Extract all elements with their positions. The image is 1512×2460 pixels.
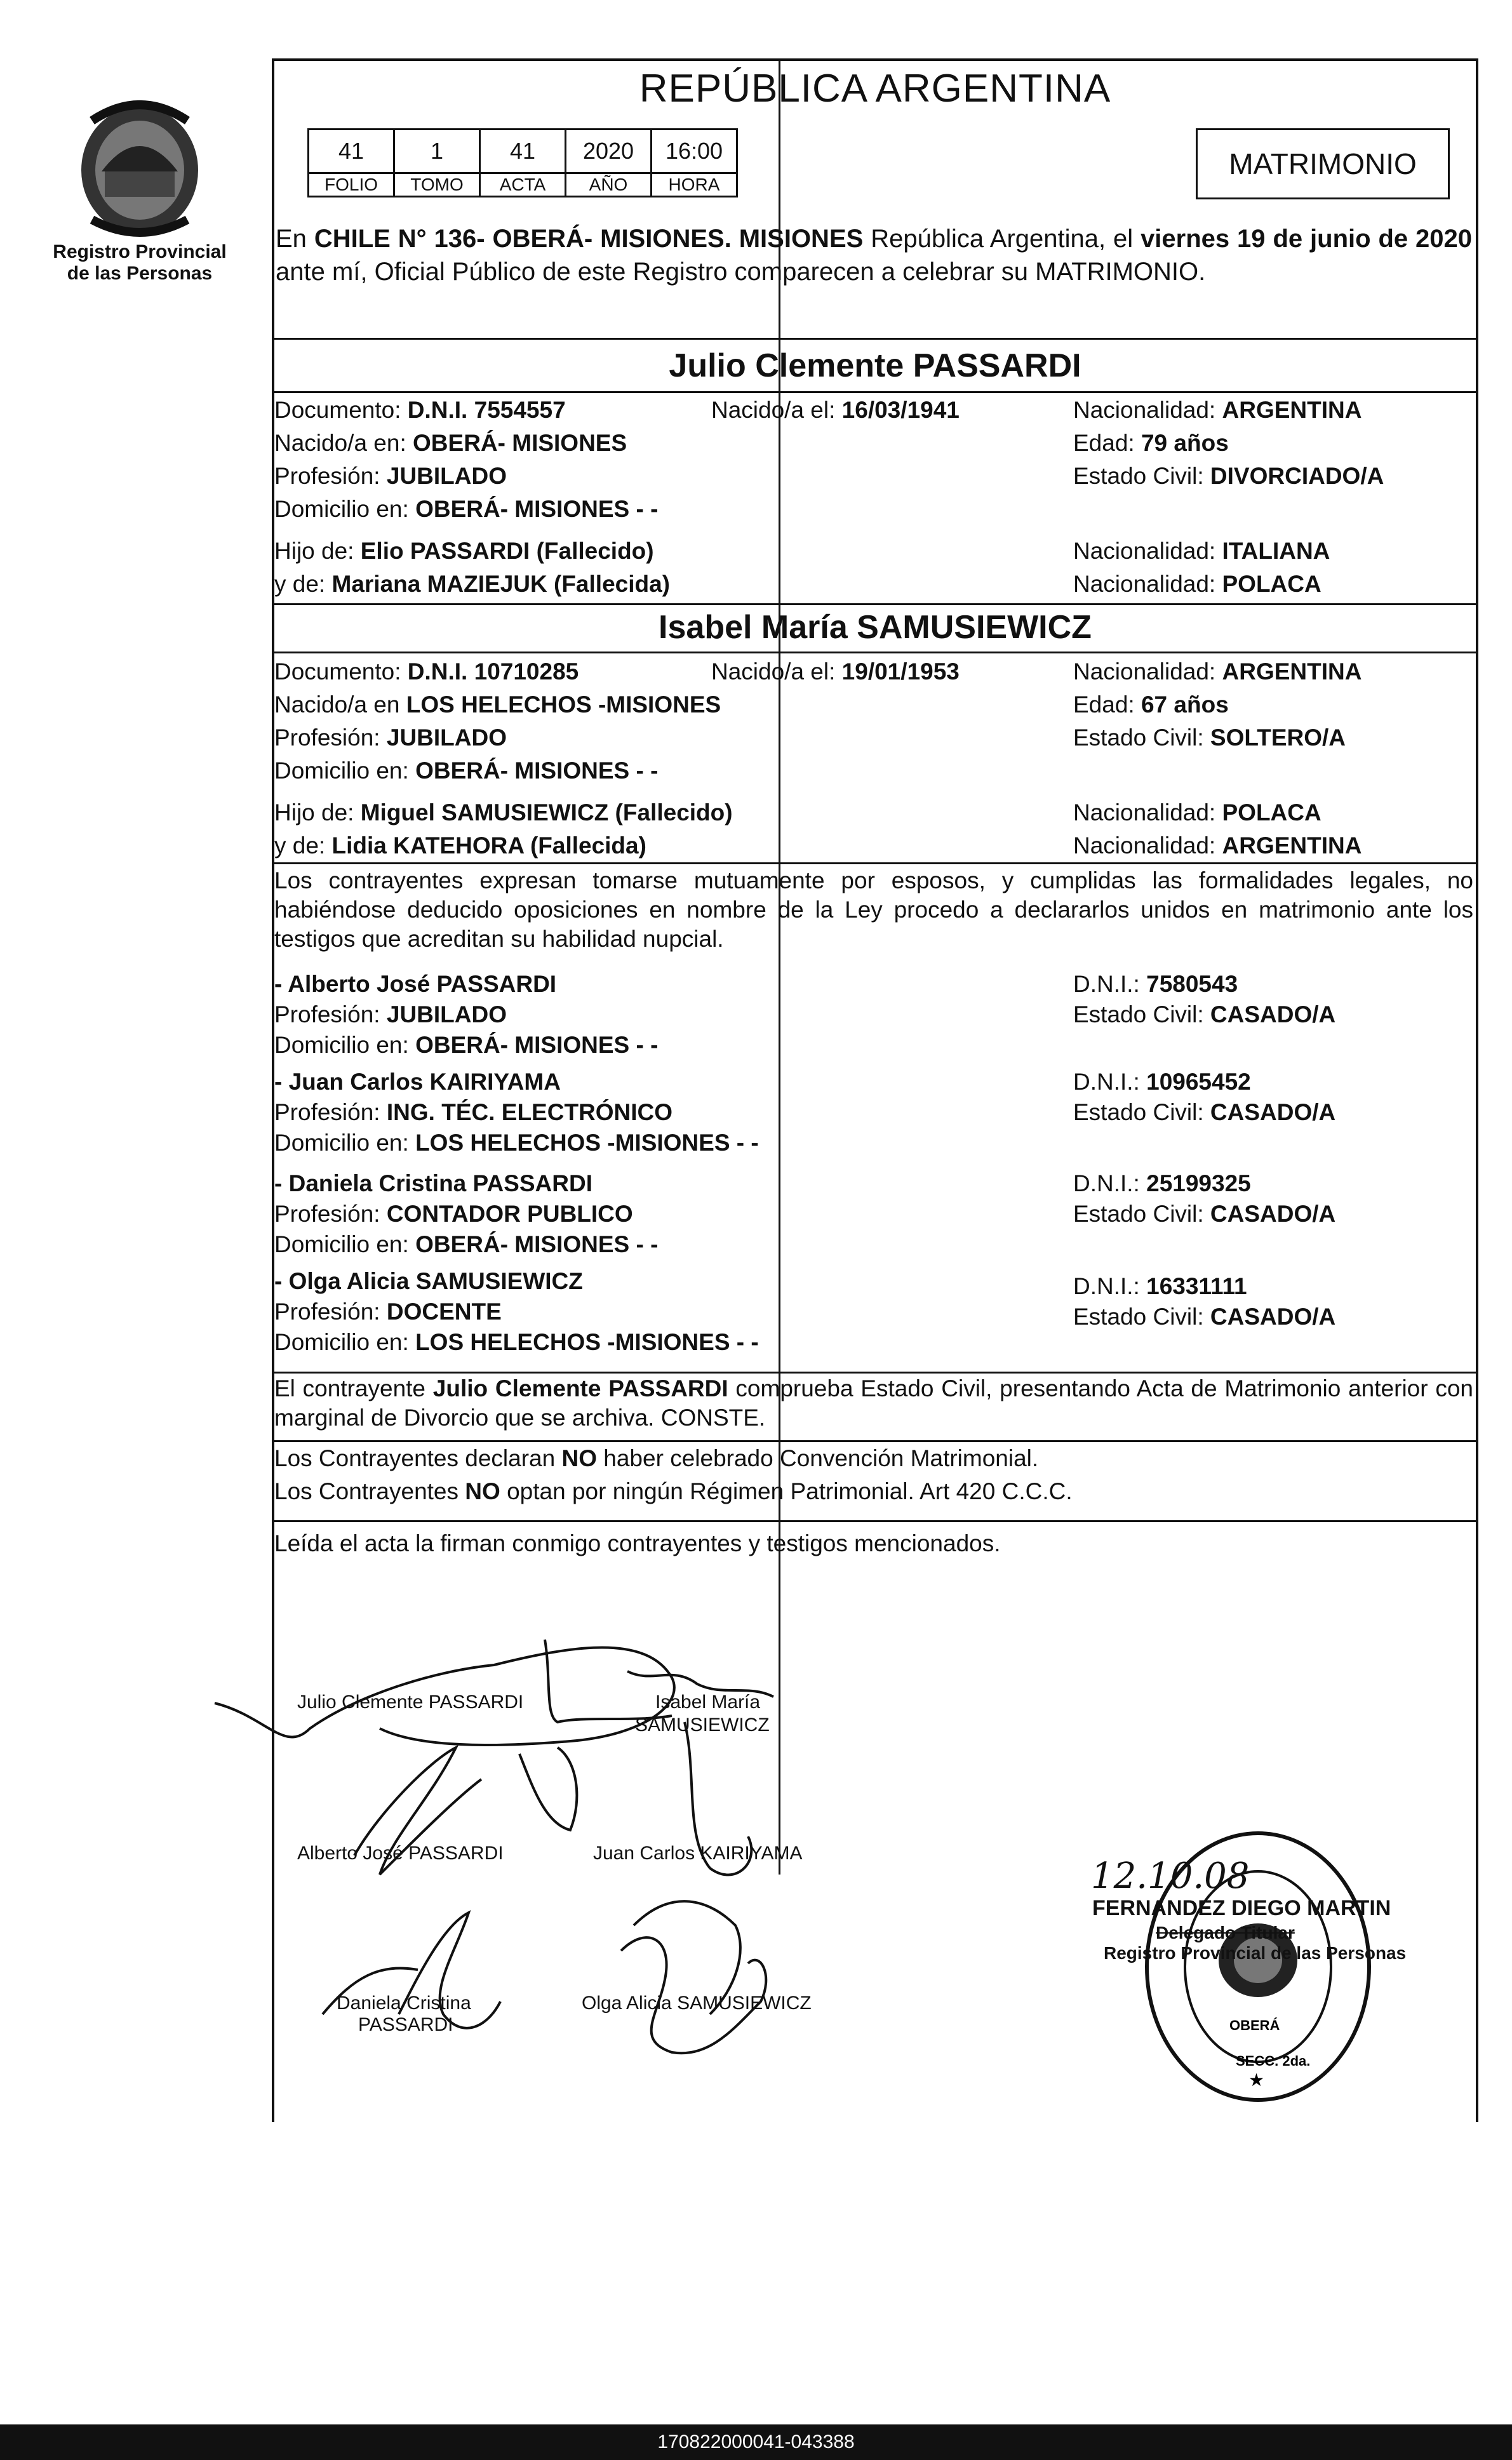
logo-caption-1: Registro Provincial <box>53 241 227 262</box>
groom-civil-status: Estado Civil: DIVORCIADO/A <box>1073 463 1384 489</box>
registry-logo <box>38 95 241 284</box>
registry-reference-table <box>307 128 738 197</box>
document-type-box: MATRIMONIO <box>1196 128 1450 199</box>
divider <box>272 652 1478 653</box>
witness-3-profession: Profesión: CONTADOR PUBLICO <box>274 1201 633 1227</box>
witness-1-profession: Profesión: JUBILADO <box>274 1001 507 1027</box>
groom-age: Edad: 79 años <box>1073 430 1229 456</box>
anio-label: AÑO <box>566 173 652 197</box>
witness-2-civil-status: Estado Civil: CASADO/A <box>1073 1099 1336 1125</box>
bride-nacionalidad: Nacionalidad: ARGENTINA <box>1073 658 1362 685</box>
page-title: REPÚBLICA ARGENTINA <box>639 67 1111 110</box>
groom-birth-date: Nacido/a el: 16/03/1941 <box>711 397 960 423</box>
divider <box>272 862 1478 864</box>
groom-nacionalidad: Nacionalidad: ARGENTINA <box>1073 397 1362 423</box>
groom-mother-nationality: Nacionalidad: POLACA <box>1073 571 1321 597</box>
previous-marriage-note: El contrayente Julio Clemente PASSARDI comprueba Estado Civil, presentando Acta de Matrimonio anterior con marginal de Divorcio que se archiva. CONSTE. <box>274 1375 1473 1431</box>
document-code-footer: 170822000041-043388 <box>0 2424 1512 2460</box>
marriage-certificate <box>272 58 1478 2122</box>
witness-1-name: - Alberto José PASSARDI <box>274 971 557 997</box>
divider <box>272 391 1478 393</box>
divider <box>272 338 1478 340</box>
divider <box>272 1520 1478 1522</box>
witness-4-civil-status: Estado Civil: CASADO/A <box>1073 1304 1336 1330</box>
hora-label: HORA <box>652 173 737 197</box>
handwritten-date: 12.10.08 <box>1091 1855 1250 1897</box>
divider <box>272 1372 1478 1374</box>
tomo-value: 1 <box>394 130 480 173</box>
signature-label-bride-2: SAMUSIEWICZ <box>635 1715 770 1735</box>
groom-mother: y de: Mariana MAZIEJUK (Fallecida) <box>274 571 671 597</box>
groom-address: Domicilio en: OBERÁ- MISIONES - - <box>274 496 659 522</box>
signature-label-bride-1: Isabel María <box>655 1692 761 1713</box>
groom-name: Julio Clemente PASSARDI <box>669 347 1081 384</box>
convention-line-1: Los Contrayentes declaran NO haber celebrado Convención Matrimonial. <box>274 1445 1039 1471</box>
bride-profession: Profesión: JUBILADO <box>274 725 507 751</box>
witness-1-address: Domicilio en: OBERÁ- MISIONES - - <box>274 1032 659 1058</box>
convention-line-2: Los Contrayentes NO optan por ningún Régimen Patrimonial. Art 420 C.C.C. <box>274 1478 1073 1504</box>
declaration-paragraph: Los contrayentes expresan tomarse mutuamente por esposos, y cumplidas las formalidades legales, no habiéndose deducido oposiciones en nombre de la Ley procedo a declararlos unidos en matrimonio ante los testigos que acreditan su habilidad nupcial. <box>274 867 1473 952</box>
official-role: Delegado Titular <box>1156 1923 1295 1942</box>
divider <box>272 603 1478 605</box>
bride-mother: y de: Lidia KATEHORA (Fallecida) <box>274 832 646 859</box>
groom-father-nationality: Nacionalidad: ITALIANA <box>1073 538 1330 564</box>
witness-1-dni: D.N.I.: 7580543 <box>1073 971 1238 997</box>
signature-label-witness-1: Alberto José PASSARDI <box>297 1843 504 1864</box>
bride-documento: Documento: D.N.I. 10710285 <box>274 658 579 685</box>
witness-4-dni: D.N.I.: 16331111 <box>1073 1273 1247 1299</box>
official-org: Registro Provincial de las Personas <box>1104 1943 1407 1963</box>
anio-value: 2020 <box>566 130 652 173</box>
tomo-label: TOMO <box>394 173 480 197</box>
folio-value: 41 <box>309 130 394 173</box>
witness-3-address: Domicilio en: OBERÁ- MISIONES - - <box>274 1231 659 1257</box>
signature-label-witness-3-1: Daniela Cristina <box>337 1993 471 2014</box>
witness-3-name: - Daniela Cristina PASSARDI <box>274 1170 592 1196</box>
bride-birth-date: Nacido/a el: 19/01/1953 <box>711 658 960 685</box>
bride-name: Isabel María SAMUSIEWICZ <box>659 609 1092 646</box>
acta-value: 41 <box>480 130 566 173</box>
signature-label-witness-4: Olga Alicia SAMUSIEWICZ <box>582 1993 812 2014</box>
divider <box>272 1440 1478 1442</box>
bride-birth-place: Nacido/a en LOS HELECHOS -MISIONES <box>274 692 721 718</box>
witness-2-address: Domicilio en: LOS HELECHOS -MISIONES - - <box>274 1130 759 1156</box>
logo-caption-2: de las Personas <box>67 263 213 284</box>
groom-documento: Documento: D.N.I. 7554557 <box>274 397 566 423</box>
witness-2-dni: D.N.I.: 10965452 <box>1073 1069 1251 1095</box>
witness-1-civil-status: Estado Civil: CASADO/A <box>1073 1001 1336 1027</box>
provincial-seal-icon <box>67 95 213 241</box>
signature-label-witness-2: Juan Carlos KAIRIYAMA <box>593 1843 803 1864</box>
bride-age: Edad: 67 años <box>1073 692 1229 718</box>
folio-label: FOLIO <box>309 173 394 197</box>
star-icon: ★ <box>1248 2070 1265 2090</box>
witness-3-dni: D.N.I.: 25199325 <box>1073 1170 1251 1196</box>
closing-statement: Leída el acta la firman conmigo contrayentes y testigos mencionados. <box>274 1530 1001 1556</box>
groom-birth-place: Nacido/a en: OBERÁ- MISIONES <box>274 430 627 456</box>
stamp-inner-2: SECC. 2da. <box>1236 2053 1311 2069</box>
signature-label-witness-3-2: PASSARDI <box>358 2014 453 2035</box>
bride-address: Domicilio en: OBERÁ- MISIONES - - <box>274 758 659 784</box>
bride-mother-nationality: Nacionalidad: ARGENTINA <box>1073 832 1362 859</box>
acta-label: ACTA <box>480 173 566 197</box>
witness-2-name: - Juan Carlos KAIRIYAMA <box>274 1069 561 1095</box>
intro-paragraph <box>276 222 1472 288</box>
bride-father: Hijo de: Miguel SAMUSIEWICZ (Fallecido) <box>274 799 733 826</box>
signature-label-groom: Julio Clemente PASSARDI <box>297 1692 524 1713</box>
witness-4-address: Domicilio en: LOS HELECHOS -MISIONES - - <box>274 1329 759 1355</box>
bride-civil-status: Estado Civil: SOLTERO/A <box>1073 725 1346 751</box>
hora-value: 16:00 <box>652 130 737 173</box>
witness-3-civil-status: Estado Civil: CASADO/A <box>1073 1201 1336 1227</box>
groom-profession: Profesión: JUBILADO <box>274 463 507 489</box>
intro-date: viernes 19 de junio de 2020 <box>1141 225 1472 253</box>
stamp-inner-1: OBERÁ <box>1229 2017 1280 2033</box>
witness-2-profession: Profesión: ING. TÉC. ELECTRÓNICO <box>274 1099 673 1125</box>
intro-suffix: ante mí, Oficial Público de este Registro comparecen a celebrar su MATRIMONIO. <box>276 258 1206 286</box>
groom-father: Hijo de: Elio PASSARDI (Fallecido) <box>274 538 654 564</box>
official-name: FERNANDEZ DIEGO MARTIN <box>1092 1896 1391 1920</box>
intro-office: CHILE N° 136- OBERÁ- MISIONES. MISIONES <box>314 225 864 253</box>
witness-4-profession: Profesión: DOCENTE <box>274 1299 502 1325</box>
witness-4-name: - Olga Alicia SAMUSIEWICZ <box>274 1268 583 1294</box>
intro-prefix: En <box>276 225 314 253</box>
bride-father-nationality: Nacionalidad: POLACA <box>1073 799 1321 826</box>
intro-mid: República Argentina, el <box>863 225 1141 253</box>
